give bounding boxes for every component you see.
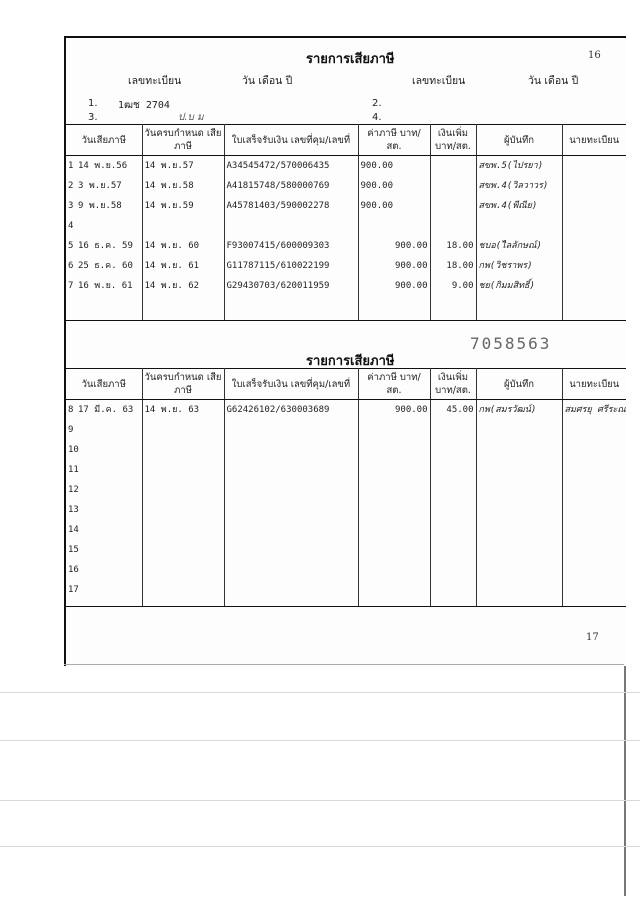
table-row <box>66 520 626 540</box>
recorder: สขพ.4(พีณีย) <box>476 196 562 216</box>
extra-amount: 45.00 <box>430 400 476 421</box>
paid-date: 14 พ.ย.56 <box>78 161 128 171</box>
due-date: 14 พ.ย. 60 <box>142 236 224 256</box>
paid-date: 16 พ.ย. 61 <box>78 281 133 291</box>
header-paid-date: วันเสียภาษี <box>66 125 142 156</box>
paid-date: 3 พ.ย.57 <box>78 181 122 191</box>
recorder: ชบอ(ไิลลักษณ์) <box>476 236 562 256</box>
registrar <box>562 196 626 216</box>
tax-amount: 900.00 <box>358 196 430 216</box>
registration-1-value: 1ฒช 2704 <box>118 100 170 111</box>
row-number: 2 <box>68 181 74 191</box>
table-row <box>66 236 626 256</box>
due-date <box>142 216 224 236</box>
tax-amount: 900.00 <box>358 256 430 276</box>
header-receipt: ใบเสร็จรับเงิน เลขที่คุม/เลขที่ <box>224 369 358 400</box>
tax-amount: 900.00 <box>358 400 430 421</box>
table-row <box>66 256 626 276</box>
table-row <box>66 400 626 421</box>
recorder: สขพ.5(ไปรยา) <box>476 156 562 177</box>
registrar <box>562 176 626 196</box>
paid-date: 9 พ.ย.58 <box>78 201 122 211</box>
table-row <box>66 480 626 500</box>
due-date: 14 พ.ย. 62 <box>142 276 224 296</box>
registration-page <box>64 36 626 666</box>
due-date: 14 พ.ย. 63 <box>142 400 224 421</box>
registration-3-number: 3. <box>88 112 98 123</box>
extra-amount <box>430 156 476 177</box>
page-number-top: 16 <box>588 50 601 61</box>
tax-amount: 900.00 <box>358 236 430 256</box>
tax-amount <box>358 216 430 236</box>
lower-tax-table <box>66 368 626 607</box>
row-number: 11 <box>68 465 79 475</box>
header-registrar: นายทะเบียน <box>562 369 626 400</box>
due-date: 14 พ.ย.59 <box>142 196 224 216</box>
row-number: 17 <box>68 585 79 595</box>
page-bottom-edge <box>64 664 624 665</box>
row-number: 8 <box>68 405 74 415</box>
header-tax: ค่าภาษี บาท/สต. <box>358 369 430 400</box>
label-date-left: วัน เดือน ปี <box>242 75 293 87</box>
table-row <box>66 176 626 196</box>
scan-line <box>0 692 640 693</box>
header-extra: เงินเพิ่ม บาท/สต. <box>430 125 476 156</box>
registrar <box>562 156 626 177</box>
paid-date: 16 ธ.ค. 59 <box>78 241 133 251</box>
tax-amount: 900.00 <box>358 156 430 177</box>
receipt: A41815748/580000769 <box>224 176 358 196</box>
receipt: A45781403/590002278 <box>224 196 358 216</box>
label-date-right: วัน เดือน ปี <box>528 75 579 87</box>
registration-2-number: 2. <box>372 98 382 109</box>
header-tax: ค่าภาษี บาท/สต. <box>358 125 430 156</box>
registration-4-number: 4. <box>372 112 382 123</box>
recorder: ชย(กิมมสิทธิ์) <box>476 276 562 296</box>
tax-amount: 900.00 <box>358 276 430 296</box>
row-number: 7 <box>68 281 74 291</box>
row-number: 13 <box>68 505 79 515</box>
extra-amount: 18.00 <box>430 256 476 276</box>
recorder: กพ(สมรวัฒน์) <box>476 400 562 421</box>
label-reg-left: เลขทะเบียน <box>128 75 182 87</box>
recorder: สขพ.4(วิลวาวร) <box>476 176 562 196</box>
table-row-spacer <box>66 296 626 321</box>
extra-amount <box>430 196 476 216</box>
row-number: 6 <box>68 261 74 271</box>
table-row <box>66 460 626 480</box>
upper-title: รายการเสียภาษี <box>306 52 395 67</box>
table-row <box>66 420 626 440</box>
registrar <box>562 216 626 236</box>
extra-amount <box>430 216 476 236</box>
lower-table-header <box>66 369 626 400</box>
registrar <box>562 256 626 276</box>
upper-tax-table <box>66 124 626 321</box>
row-number: 10 <box>68 445 79 455</box>
registrar: สมศรยุ ศรีระณ <box>564 405 626 415</box>
receipt: F93007415/600009303 <box>224 236 358 256</box>
recorder <box>476 216 562 236</box>
header-paid-date: วันเสียภาษี <box>66 369 142 400</box>
handwritten-note: ป.บ ม <box>178 112 204 123</box>
paid-date: 17 มี.ค. 63 <box>78 405 134 415</box>
page-number-bottom: 17 <box>586 632 599 643</box>
due-date: 14 พ.ย.58 <box>142 176 224 196</box>
receipt: A34545472/570006435 <box>224 156 358 177</box>
receipt: G11787115/610022199 <box>224 256 358 276</box>
table-row <box>66 580 626 607</box>
due-date: 14 พ.ย. 61 <box>142 256 224 276</box>
table-row <box>66 500 626 520</box>
row-number: 4 <box>68 221 74 231</box>
header-due-date: วันครบกำหนด เสียภาษี <box>142 125 224 156</box>
table-row <box>66 560 626 580</box>
table-row <box>66 440 626 460</box>
extra-amount: 9.00 <box>430 276 476 296</box>
header-due-date: วันครบกำหนด เสียภาษี <box>142 369 224 400</box>
upper-table-header <box>66 125 626 156</box>
row-number: 9 <box>68 425 74 435</box>
row-number: 3 <box>68 201 74 211</box>
row-number: 5 <box>68 241 74 251</box>
receipt <box>224 216 358 236</box>
tax-amount: 900.00 <box>358 176 430 196</box>
header-recorder: ผู้บันทึก <box>476 369 562 400</box>
recorder: กพ(วิชราพร) <box>476 256 562 276</box>
table-row <box>66 540 626 560</box>
scan-line <box>0 846 640 847</box>
registrar <box>562 236 626 256</box>
stamp-number: 7058563 <box>470 334 552 353</box>
scan-line <box>0 800 640 801</box>
registrar <box>562 276 626 296</box>
registration-1-number: 1. <box>88 98 98 109</box>
lower-title: รายการเสียภาษี <box>306 354 395 369</box>
header-extra: เงินเพิ่ม บาท/สต. <box>430 369 476 400</box>
header-recorder: ผู้บันทึก <box>476 125 562 156</box>
due-date: 14 พ.ย.57 <box>142 156 224 177</box>
header-receipt: ใบเสร็จรับเงิน เลขที่คุม/เลขที่ <box>224 125 358 156</box>
header-registrar: นายทะเบียน <box>562 125 626 156</box>
row-number: 1 <box>68 161 74 171</box>
table-row <box>66 156 626 177</box>
row-number: 12 <box>68 485 79 495</box>
table-row <box>66 276 626 296</box>
extra-amount <box>430 176 476 196</box>
extra-amount: 18.00 <box>430 236 476 256</box>
row-number: 16 <box>68 565 79 575</box>
receipt: G29430703/620011959 <box>224 276 358 296</box>
table-row <box>66 216 626 236</box>
scan-line <box>0 740 640 741</box>
table-row <box>66 196 626 216</box>
row-number: 14 <box>68 525 79 535</box>
label-reg-right: เลขทะเบียน <box>412 75 466 87</box>
row-number: 15 <box>68 545 79 555</box>
receipt: G62426102/630003689 <box>224 400 358 421</box>
paid-date: 25 ธ.ค. 60 <box>78 261 133 271</box>
